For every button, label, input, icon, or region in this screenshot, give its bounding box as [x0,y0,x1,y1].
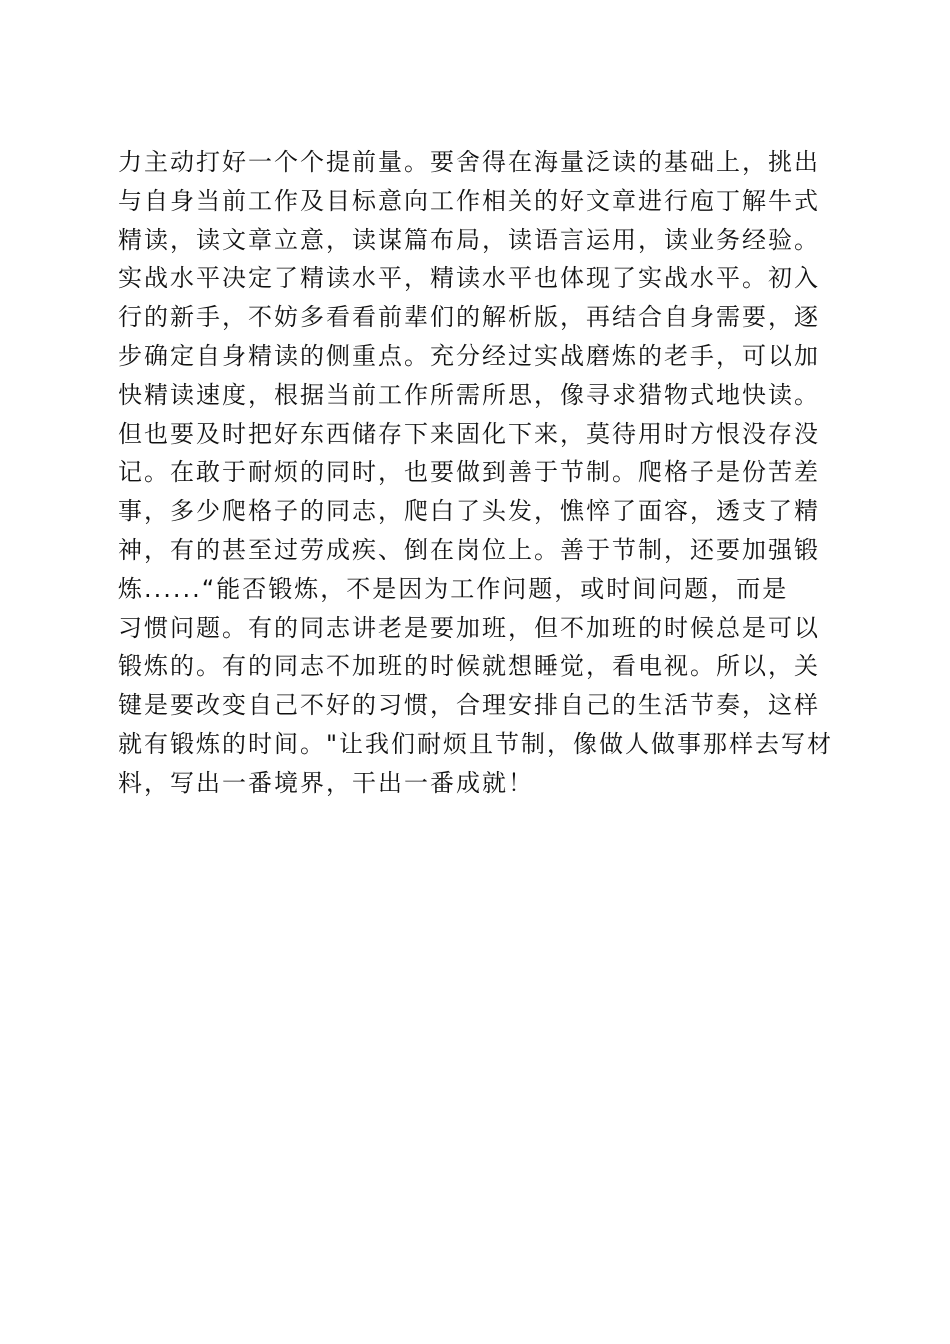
text-line: 记。在敢于耐烦的同时，也要做到善于节制。爬格子是份苦差 [118,458,820,487]
text-line: 习惯问题。有的同志讲老是要加班，但不加班的时候总是可以 [118,613,820,642]
text-line: 键是要改变自己不好的习惯，合理安排自己的生活节奏，这样 [118,691,820,720]
text-line: 快精读速度，根据当前工作所需所思，像寻求猎物式地快读。 [118,380,820,409]
text-line: 锻炼的。有的同志不加班的时候就想睡觉，看电视。所以，关 [118,652,820,681]
text-line: 力主动打好一个个提前量。要舍得在海量泛读的基础上，挑出 [118,148,820,176]
text-line: 神，有的甚至过劳成疾、倒在岗位上。善于节制，还要加强锻 [118,535,820,564]
text-line: 精读，读文章立意，读谋篇布局，读语言运用，读业务经验。 [118,225,820,254]
text-line: 事，多少爬格子的同志，爬白了头发，憔悴了面容，透支了精 [118,497,820,526]
text-line: 实战水平决定了精读水平，精读水平也体现了实战水平。初入 [118,264,820,293]
text-line: 行的新手，不妨多看看前辈们的解析版，再结合自身需要，逐 [118,303,820,332]
text-line: 料，写出一番境界，干出一番成就！ [118,768,534,797]
text-line: 步确定自身精读的侧重点。充分经过实战磨炼的老手，可以加 [118,341,820,370]
body-paragraph [118,143,834,803]
text-line: 与自身当前工作及目标意向工作相关的好文章进行庖丁解牛式 [118,186,820,215]
text-line: 但也要及时把好东西储存下来固化下来，莫待用时方恨没存没 [118,419,820,448]
text-line: 就有锻炼的时间。"让我们耐烦且节制，像做人做事那样去写材 [118,729,834,758]
text-line: 炼......“能否锻炼，不是因为工作问题，或时间问题，而是 [118,574,789,603]
